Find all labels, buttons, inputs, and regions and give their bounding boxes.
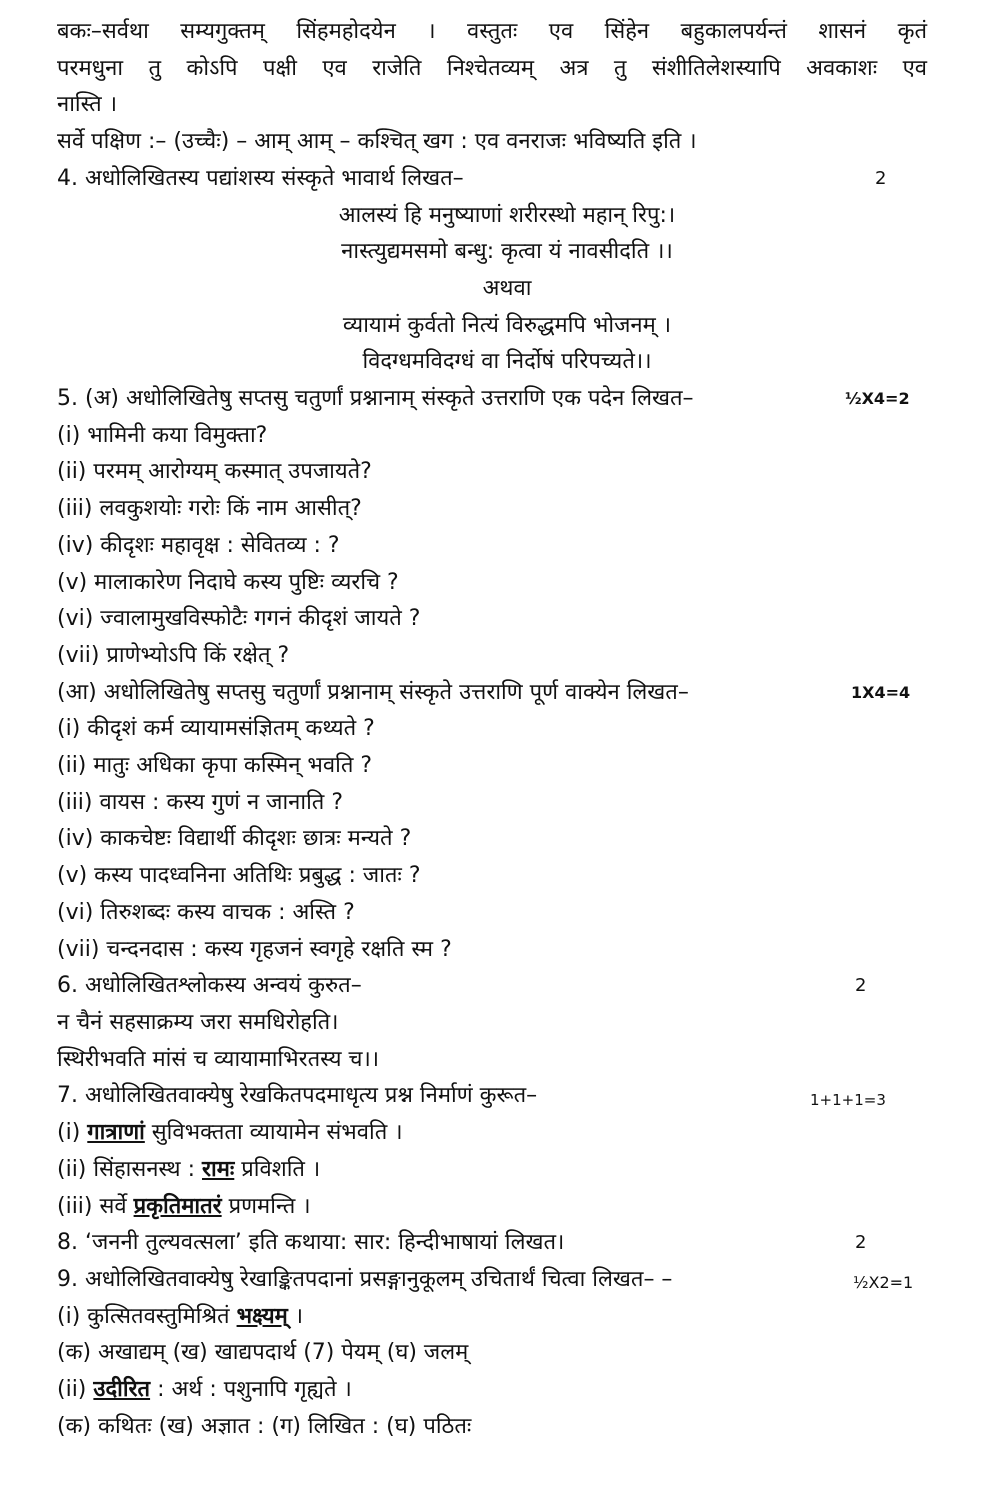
q9-item-1-prefix: (i) कुत्सितवस्तुमिश्रितं bbox=[57, 1303, 237, 1329]
q8-marks: 2 bbox=[855, 1232, 867, 1254]
q4-marks: 2 bbox=[875, 167, 887, 189]
q5b-marks: 1X4=4 bbox=[851, 682, 911, 702]
q4-or: अथवा bbox=[482, 275, 532, 301]
q9-item-2-prefix: (ii) bbox=[57, 1377, 94, 1403]
q5b-item-2: (ii) मातुः अधिका कृपा कस्मिन् भवति ? bbox=[57, 753, 373, 779]
exam-page bbox=[57, 14, 927, 1445]
q6-shloka-line-1: न चैनं सहसाक्रम्य जरा समधिरोहति। bbox=[57, 1009, 339, 1035]
q9-item-2 bbox=[57, 1372, 927, 1409]
q8-heading: 8. ‘जननी तुल्यवत्सला’ इति कथाया: सार: हिन्दीभाषायां लिखत। bbox=[57, 1230, 565, 1256]
q4-heading-row bbox=[57, 161, 927, 198]
q5b-item-5: (v) कस्य पादध्वनिना अतिथिः प्रबुद्ध : जातः ? bbox=[57, 863, 421, 889]
q6-shloka-line-2: स्थिरीभवति मांसं च व्यायामाभिरतस्य च।। bbox=[57, 1046, 380, 1072]
q7-item-2 bbox=[57, 1152, 927, 1189]
q4-verse1-line2: नास्त्युद्यमसमो बन्धु: कृत्वा यं नावसीदति ।। bbox=[341, 239, 673, 265]
q5b-heading: (आ) अधोलिखितेषु सप्तसु चतुर्णां प्रश्नानाम् संस्कृते उत्तराणि पूर्ण वाक्येन लिखत– bbox=[57, 679, 689, 705]
q7-item-3-rest: प्रणमन्ति । bbox=[221, 1193, 311, 1219]
q9-item-2-rest: : अर्थ : पशुनापि गृह्यते । bbox=[150, 1377, 352, 1403]
q7-item-1-rest: सुविभक्तता व्यायामेन संभवति । bbox=[144, 1120, 403, 1146]
q7-item-3 bbox=[57, 1189, 927, 1226]
q5a-item-1: (i) भामिनी कया विमुक्ता? bbox=[57, 422, 268, 448]
q9-item-2-underlined: उदीरित bbox=[93, 1377, 151, 1403]
q9-item-1-rest: । bbox=[287, 1303, 304, 1329]
intro-line-4: सर्वे पक्षिण :– (उच्चैः) – आम् आम् – कश्चित् खग : एव वनराजः भविष्यति इति । bbox=[57, 129, 697, 155]
q5a-item-5: (v) मालाकारेण निदाघे कस्य पुष्टिः व्यरचि ? bbox=[57, 569, 399, 595]
q5a-heading-row bbox=[57, 381, 927, 418]
q8-heading-row bbox=[57, 1225, 927, 1262]
q4-verse1-line1: आलस्यं हि मनुष्याणां शरीरस्थो महान् रिपु:। bbox=[338, 202, 676, 228]
intro-line-2: परमधुना तु कोऽपि पक्षी एव राजेति निश्चेतव्यम् अत्र तु संशीतिलेशस्यापि अवकाशः एव bbox=[57, 55, 927, 81]
q5a-heading: 5. (अ) अधोलिखितेषु सप्तसु चतुर्णां प्रश्नानाम् संस्कृते उत्तराणि एक पदेन लिखत– bbox=[57, 386, 694, 412]
q7-item-2-rest: प्रविशति । bbox=[234, 1156, 321, 1182]
q7-heading-row bbox=[57, 1078, 927, 1115]
q7-item-3-prefix: (iii) सर्वे bbox=[57, 1193, 134, 1219]
q7-item-1-underlined: गात्राणां bbox=[87, 1120, 145, 1146]
q6-heading: 6. अधोलिखितश्लोकस्य अन्वयं कुरुत– bbox=[57, 973, 362, 999]
q6-heading-row bbox=[57, 968, 927, 1005]
q5a-marks: ½X4=2 bbox=[845, 389, 910, 409]
q5b-item-3: (iii) वायस : कस्य गुणं न जानाति ? bbox=[57, 789, 343, 815]
q5a-item-7: (vii) प्राणेभ्योऽपि किं रक्षेत् ? bbox=[57, 642, 290, 668]
q5a-item-3: (iii) लवकुशयोः गरोः किं नाम आसीत्? bbox=[57, 496, 362, 522]
q5a-item-4: (iv) कीदृशः महावृक्ष : सेवितव्य : ? bbox=[57, 532, 340, 558]
q9-marks: ½X2=1 bbox=[853, 1272, 914, 1292]
q7-marks: 1+1+1=3 bbox=[810, 1091, 886, 1110]
q5b-item-4: (iv) काकचेष्टः विद्यार्थी कीदृशः छात्रः मन्यते ? bbox=[57, 826, 412, 852]
q4-verse2-line2: विदग्धमविदग्धं वा निर्दोषं परिपच्यते।। bbox=[362, 349, 652, 375]
intro-line-1: बकः–सर्वथा सम्यगुक्तम् सिंहमहोदयेन । वस्तुतः एव सिंहेन बहुकालपर्यन्तं शासनं कृतं bbox=[57, 19, 927, 44]
q5b-heading-row bbox=[57, 675, 927, 712]
q6-marks: 2 bbox=[855, 975, 867, 997]
q4-verse2-line1: व्यायामं कुर्वतो नित्यं विरुद्धमपि भोजनम् । bbox=[342, 312, 672, 338]
q7-item-1 bbox=[57, 1115, 927, 1152]
q9-item-1 bbox=[57, 1299, 927, 1336]
q7-heading: 7. अधोलिखितवाक्येषु रेखकितपदमाधृत्य प्रश्न निर्माणं कुरूत– bbox=[57, 1083, 538, 1109]
q9-item-2-options: (क) कथितः (ख) अज्ञात : (ग) लिखित : (घ) पठितः bbox=[57, 1413, 472, 1439]
intro-line-3: नास्ति । bbox=[57, 92, 118, 118]
q7-item-2-prefix: (ii) सिंहासनस्थ : bbox=[57, 1156, 202, 1182]
q7-item-1-prefix: (i) bbox=[57, 1120, 88, 1146]
q9-heading: 9. अधोलिखितवाक्येषु रेखाङ्कितपदानां प्रसङ्गानुकूलम् उचितार्थं चित्वा लिखत– – bbox=[57, 1266, 673, 1292]
q5a-item-6: (vi) ज्वालामुखविस्फोटैः गगनं कीदृशं जायते ? bbox=[57, 606, 421, 632]
q7-item-2-underlined: रामः bbox=[202, 1156, 235, 1182]
q5b-item-6: (vi) तिरुशब्दः कस्य वाचक : अस्ति ? bbox=[57, 899, 355, 925]
q4-heading: 4. अधोलिखितस्य पद्यांशस्य संस्कृते भावार्थ लिखत– bbox=[57, 165, 464, 191]
q5b-item-1: (i) कीदृशं कर्म व्यायामसंज्ञितम् कथ्यते ? bbox=[57, 716, 375, 742]
q9-item-1-options: (क) अखाद्यम् (ख) खाद्यपदार्थ (7) पेयम् (घ) जलम् bbox=[57, 1340, 469, 1366]
q9-item-1-underlined: भक्ष्यम् bbox=[236, 1303, 288, 1329]
q5a-item-2: (ii) परमम् आरोग्यम् कस्मात् उपजायते? bbox=[57, 459, 372, 485]
q9-heading-row bbox=[57, 1262, 927, 1299]
q5b-item-7: (vii) चन्दनदास : कस्य गृहजनं स्वगृहे रक्षति स्म ? bbox=[57, 936, 452, 962]
q7-item-3-underlined: प्रकृतिमातरं bbox=[133, 1193, 222, 1219]
